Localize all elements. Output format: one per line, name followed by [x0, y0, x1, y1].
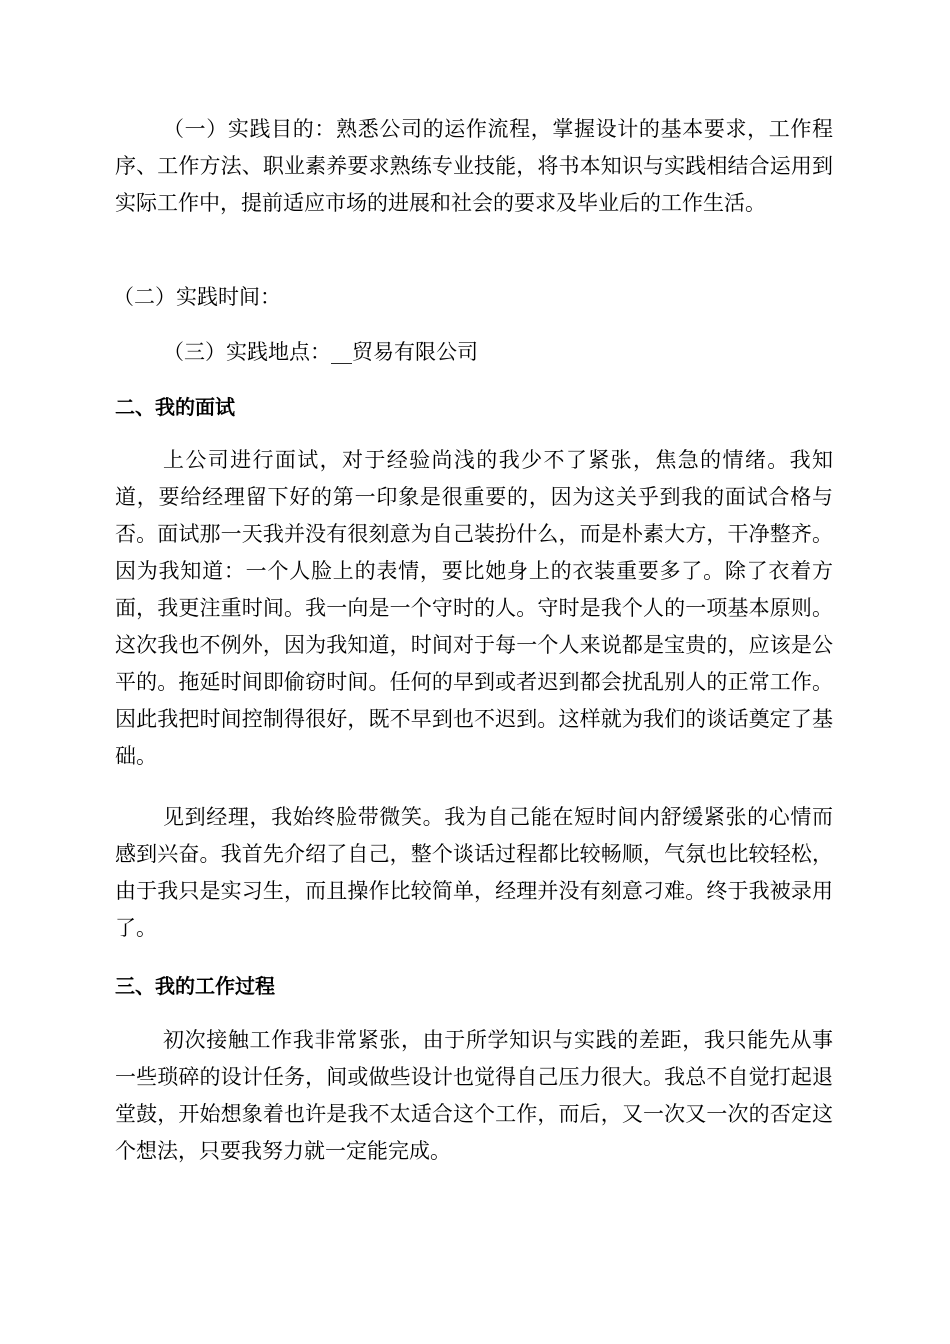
- practice-place-line: （三）实践地点：__贸易有限公司: [163, 340, 478, 364]
- section-heading-interview: 二、我的面试: [115, 395, 235, 419]
- practice-time-line: （二）实践时间：: [113, 285, 281, 309]
- work-paragraph-1: 初次接触工作我非常紧张，由于所学知识与实践的差距，我只能先从事一些琐碎的设计任务，间或做些设计也觉得自己压力很大。我总不自觉打起退堂鼓，开始想象着也许是我不太适合这个工作，而后，又一次又一次的否定这个想法，只要我努力就一定能完成。: [115, 1028, 833, 1163]
- practice-purpose-paragraph: （一）实践目的：熟悉公司的运作流程，掌握设计的基本要求，工作程序、工作方法、职业素养要求熟练专业技能，将书本知识与实践相结合运用到实际工作中，提前适应市场的进展和社会的要求及毕业后的工作生活。: [115, 117, 833, 215]
- interview-paragraph-2: 见到经理，我始终脸带微笑。我为自己能在短时间内舒缓紧张的心情而感到兴奋。我首先介绍了自己，整个谈话过程都比较畅顺，气氛也比较轻松，由于我只是实习生，而且操作比较简单，经理并没有刻意刁难。终于我被录用了。: [115, 805, 833, 940]
- section-heading-work-process: 三、我的工作过程: [115, 974, 275, 998]
- interview-paragraph-1: 上公司进行面试，对于经验尚浅的我少不了紧张，焦急的情绪。我知道，要给经理留下好的第一印象是很重要的，因为这关乎到我的面试合格与否。面试那一天我并没有很刻意为自己装扮什么，而是朴素大方，干净整齐。因为我知道：一个人脸上的表情，要比她身上的衣装重要多了。除了衣着方面，我更注重时间。我一向是一个守时的人。守时是我个人的一项基本原则。这次我也不例外，因为我知道，时间对于每一个人来说都是宝贵的，应该是公平的。拖延时间即偷窃时间。任何的早到或者迟到都会扰乱别人的正常工作。因此我把时间控制得很好，既不早到也不迟到。这样就为我们的谈话奠定了基础。: [115, 448, 833, 768]
